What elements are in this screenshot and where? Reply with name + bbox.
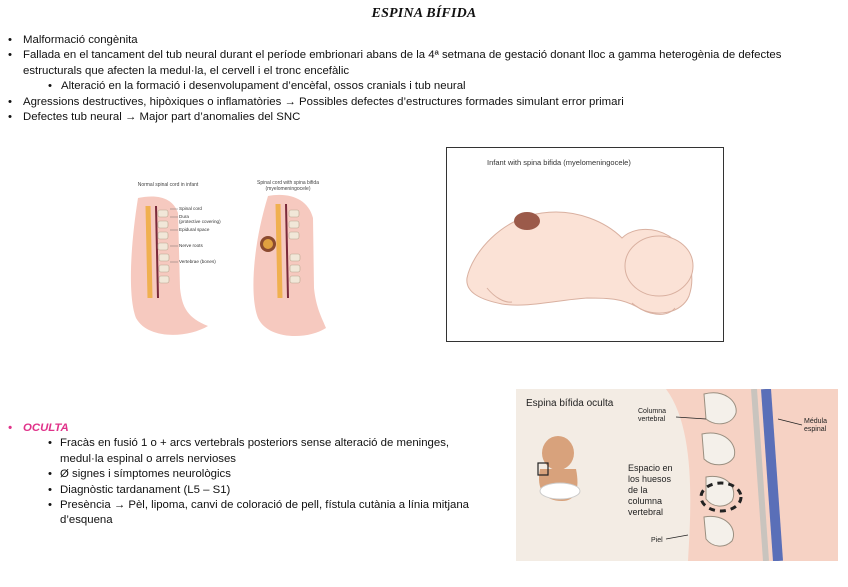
torso-normal (131, 197, 208, 335)
lesion (514, 212, 540, 230)
label-space-5: vertebral (628, 507, 664, 517)
oculta-section (8, 421, 488, 529)
callout-vertebrae: Vertebrae (bones) (179, 259, 216, 264)
back-tissue (666, 389, 838, 561)
label-space: Espacio en (628, 463, 673, 473)
callout-dura-sub: (protective covering) (179, 219, 221, 224)
infant-figure (446, 147, 724, 342)
oculta-item: • Diagnòstic tardanament (L5 – S1) (8, 483, 488, 498)
label-skin: Piel (651, 537, 663, 544)
oculta-heading: • OCULTA (8, 421, 488, 436)
spinal-cord-illustration (118, 168, 328, 346)
oculta-figure (516, 389, 838, 561)
label-medulla: Médula (804, 418, 827, 425)
oculta-item: • Fracàs en fusió 1 o + arcs vertebrals posteriors sense alteració de meninges, medul·la espinal o arrels nervioses (8, 436, 488, 467)
intro-list (8, 33, 843, 125)
label-normal-cord: Normal spinal cord in infant (137, 182, 199, 188)
spinal-cord-normal (148, 206, 150, 298)
infant-caption: Infant with spina bifida (myelomeningocele) (487, 158, 631, 167)
oculta-figure-title: Espina bífida oculta (526, 398, 614, 409)
infant-illustration (447, 148, 723, 341)
label-column: Columna (638, 408, 667, 415)
intro-item: • Agressions destructives, hipòxiques o inflamatòries → Possibles defectes d’estructures formades simulant error primari (8, 95, 843, 110)
intro-item: • Malformació congènita (8, 33, 843, 48)
label-column-2: vertebral (638, 416, 666, 423)
infant-head (625, 236, 693, 296)
baby-thumbnail (538, 436, 580, 501)
spinal-cord-bifida (278, 204, 280, 298)
callout-dura: Dura (179, 214, 189, 219)
callout-epidural: Epidural space (179, 227, 210, 232)
callout-nerve-roots: Nerve roots (179, 243, 203, 248)
label-space-3: de la (628, 485, 648, 495)
spinal-cord-comparison-figure (118, 168, 328, 346)
callout-spinal-cord: Spinal cord (179, 206, 202, 211)
oculta-illustration (516, 389, 838, 561)
intro-item: • Fallada en el tancament del tub neural durant el període embrionari abans de la 4ª setmana de gestació donant lloc a gamma heterogènia de defectes estructurals que afecten la medul·la, el cervell i el tronc encefàlic (8, 48, 843, 79)
intro-item: • Defectes tub neural → Major part d’anomalies del SNC (8, 110, 843, 125)
label-bifida-cord-sub: (myelomeningocele) (265, 186, 311, 192)
oculta-item: • Ø signes i símptomes neurològics (8, 467, 488, 482)
label-medulla-2: espinal (804, 426, 827, 433)
intro-subitem: • Alteració en la formació i desenvolupament d’encèfal, ossos cranials i tub neural (8, 79, 843, 94)
label-space-2: los huesos (628, 474, 672, 484)
label-space-4: columna (628, 496, 663, 506)
page-title: ESPINA BÍFIDA (371, 6, 477, 21)
oculta-item: • Presència → Pèl, lipoma, canvi de coloració de pell, fístula cutània a línia mitjana d’esquena (8, 498, 488, 529)
label-bifida-cord: Spinal cord with spina bifida (257, 180, 319, 186)
